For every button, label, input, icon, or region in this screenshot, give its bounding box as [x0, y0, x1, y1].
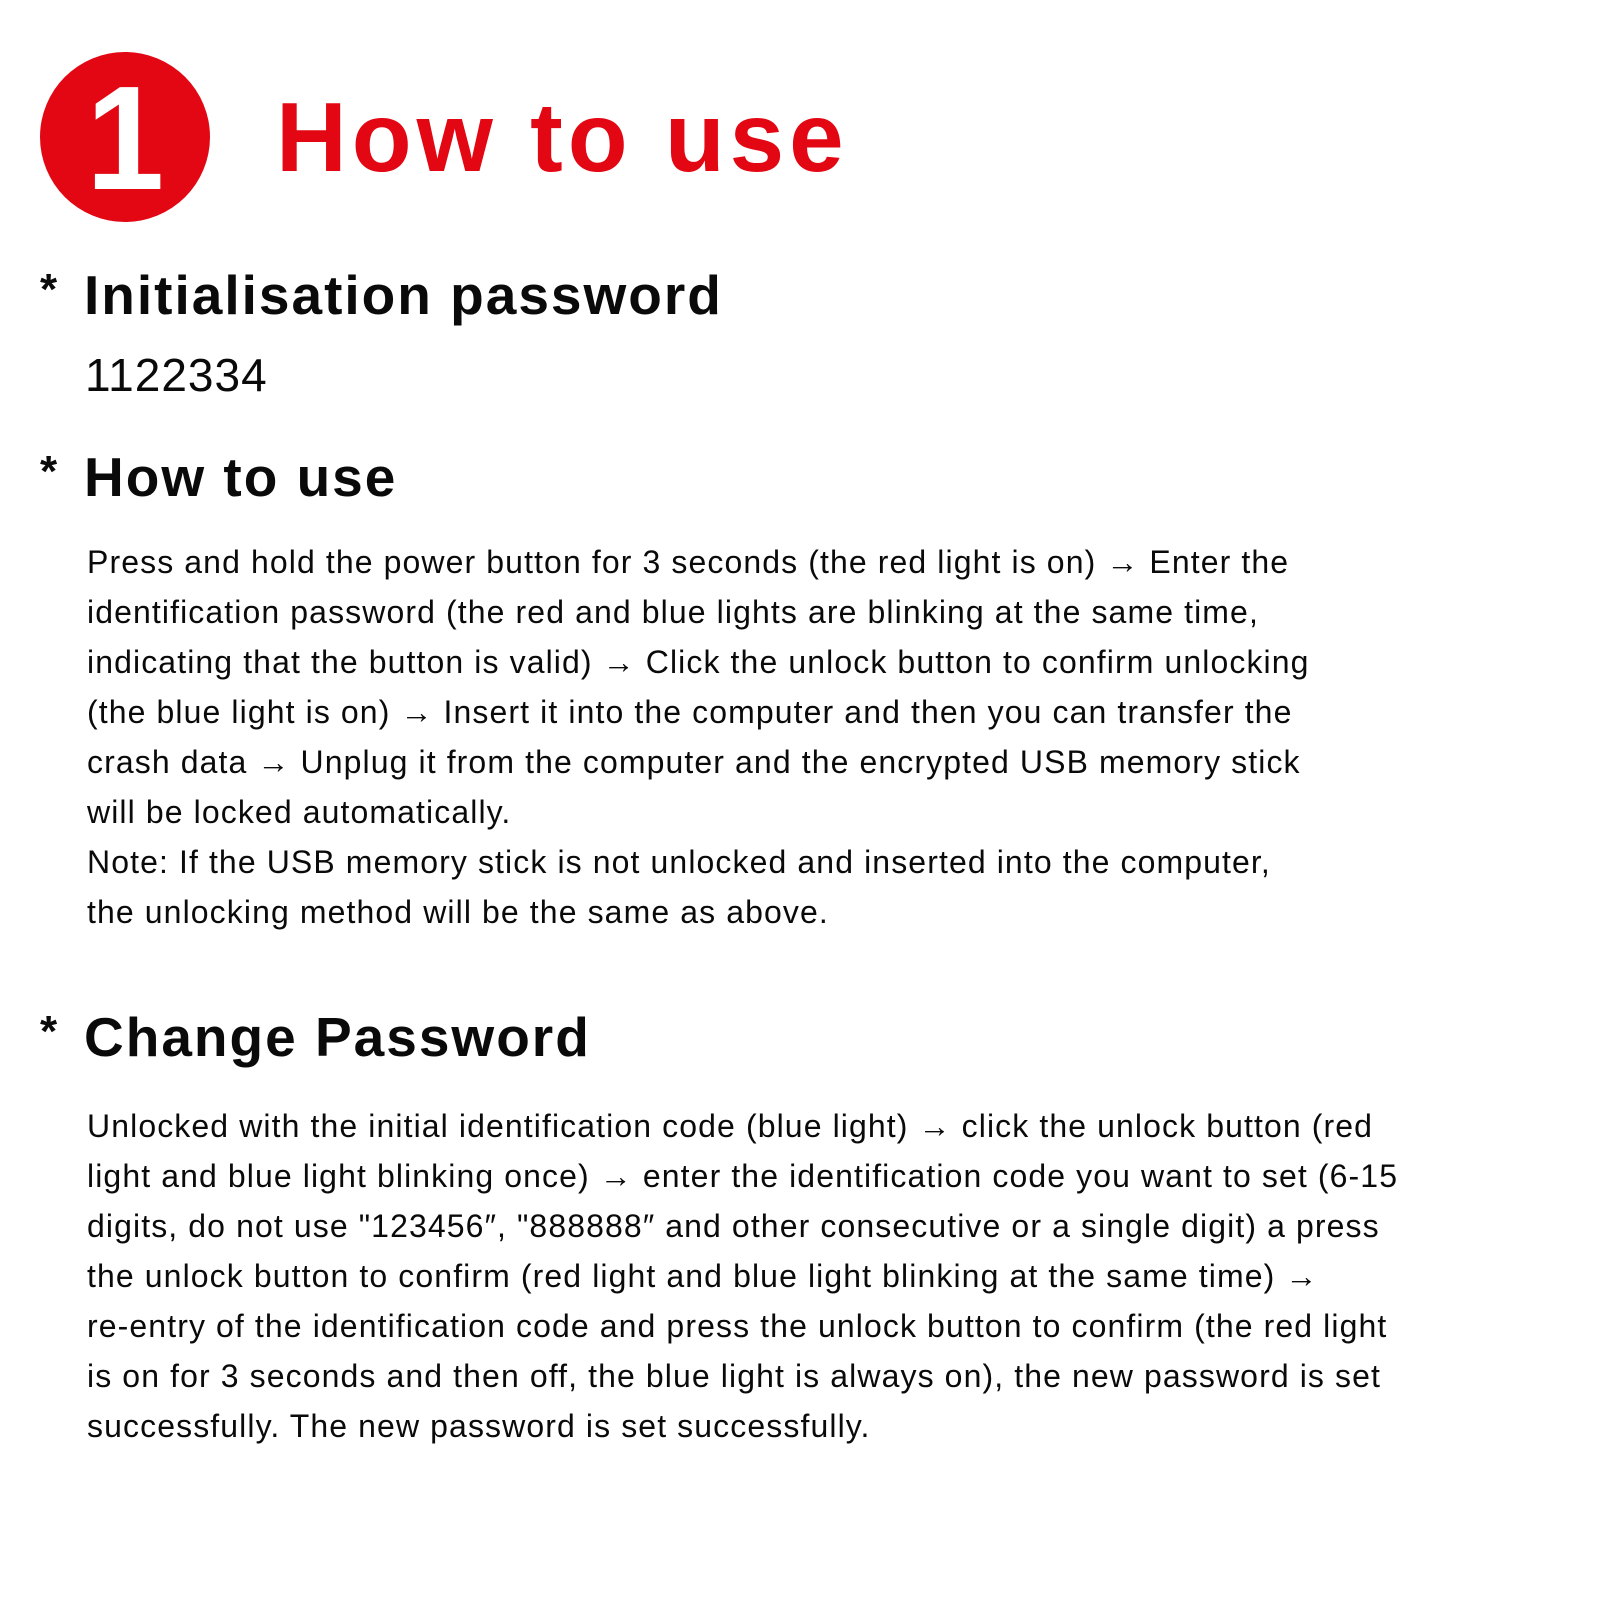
instruction-line: identification password (the red and blue lights are blinking at the same time,: [87, 594, 1259, 630]
instruction-line: re-entry of the identification code and press the unlock button to confirm (the red light: [87, 1308, 1388, 1344]
change-password-instructions: [87, 1101, 1398, 1451]
instruction-line: light and blue light blinking once) → enter the identification code you want to set (6-15: [87, 1158, 1399, 1194]
page-header: [40, 52, 849, 222]
section-title: Change Password: [84, 1006, 591, 1068]
how-to-use-instructions: [87, 537, 1310, 937]
section-heading-how-to-use: [40, 446, 398, 508]
section-heading-initialisation-password: [40, 264, 723, 326]
instruction-line: Press and hold the power button for 3 seconds (the red light is on) → Enter the: [87, 544, 1290, 580]
asterisk-bullet-icon: *: [40, 265, 58, 314]
instruction-line: the unlock button to confirm (red light and blue light blinking at the same time) →: [87, 1258, 1319, 1294]
asterisk-bullet-icon: *: [40, 447, 58, 496]
instruction-line: successfully. The new password is set successfully.: [87, 1408, 871, 1444]
initial-password-value: 1122334: [85, 349, 268, 401]
instruction-line: is on for 3 seconds and then off, the blue light is always on), the new password is set: [87, 1358, 1382, 1394]
instruction-line: crash data → Unplug it from the computer and the encrypted USB memory stick: [87, 744, 1301, 780]
section-title: Initialisation password: [84, 264, 723, 326]
instruction-line: indicating that the button is valid) → Click the unlock button to confirm unlocking: [87, 644, 1310, 680]
asterisk-bullet-icon: *: [40, 1007, 58, 1056]
note-line: Note: If the USB memory stick is not unlocked and inserted into the computer,: [87, 844, 1271, 880]
instruction-line: (the blue light is on) → Insert it into the computer and then you can transfer the: [87, 694, 1293, 730]
step-number-badge: [40, 52, 210, 222]
step-number: 1: [85, 56, 165, 221]
instruction-line: Unlocked with the initial identification code (blue light) → click the unlock button (red: [87, 1108, 1374, 1144]
section-title: How to use: [84, 446, 398, 508]
section-heading-change-password: [40, 1006, 591, 1068]
instruction-line: will be locked automatically.: [87, 794, 512, 830]
instruction-line: digits, do not use "123456″, "888888″ and other consecutive or a single digit) a press: [87, 1208, 1380, 1244]
page-title: How to use: [276, 82, 849, 192]
note-line: the unlocking method will be the same as above.: [87, 894, 829, 930]
